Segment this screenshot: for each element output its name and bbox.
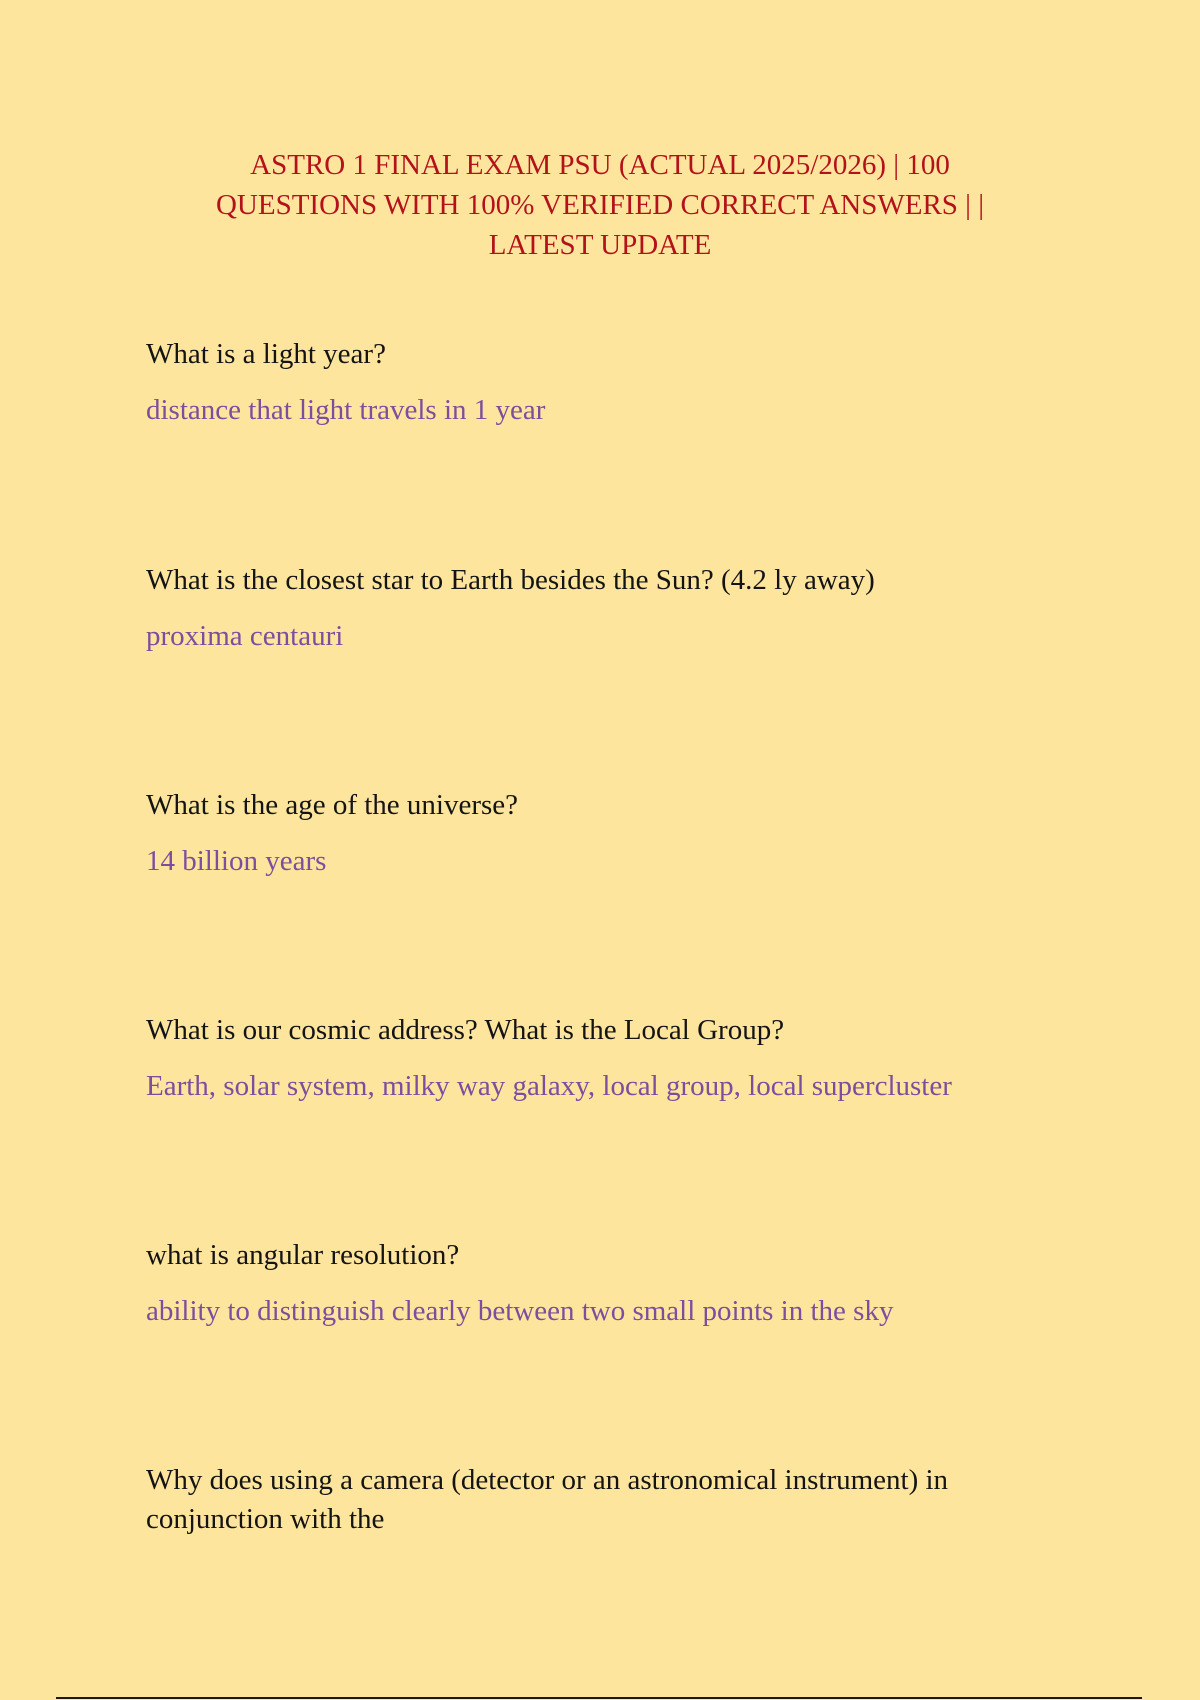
answer-text: ability to distinguish clearly between two small points in the sky	[146, 1295, 894, 1327]
document-title	[150, 145, 1050, 265]
title-line-2: QUESTIONS WITH 100% VERIFIED CORRECT ANSWERS | |	[215, 189, 985, 221]
footer-divider	[56, 1697, 1142, 1699]
answer-text: Earth, solar system, milky way galaxy, local group, local supercluster	[146, 1070, 952, 1102]
question-text: what is angular resolution?	[146, 1239, 460, 1271]
question-text: What is the closest star to Earth besides the Sun? (4.2 ly away)	[146, 564, 875, 596]
qa-item	[146, 1011, 1066, 1106]
title-line-3: LATEST UPDATE	[488, 229, 712, 261]
answer-text: proxima centauri	[146, 620, 344, 652]
qa-item	[146, 335, 1066, 430]
answer-text: 14 billion years	[146, 845, 327, 877]
qa-item	[146, 561, 1066, 656]
question-text: What is a light year?	[146, 338, 386, 370]
qa-item	[146, 1461, 1066, 1539]
qa-item	[146, 786, 1066, 881]
question-text: Why does using a camera (detector or an astronomical instrument) in conjunction with the	[146, 1464, 949, 1535]
qa-item	[146, 1236, 1066, 1331]
title-line-1: ASTRO 1 FINAL EXAM PSU (ACTUAL 2025/2026) | 100	[250, 149, 950, 181]
question-text: What is the age of the universe?	[146, 789, 519, 821]
answer-text: distance that light travels in 1 year	[146, 394, 546, 426]
question-text: What is our cosmic address? What is the Local Group?	[146, 1014, 785, 1046]
